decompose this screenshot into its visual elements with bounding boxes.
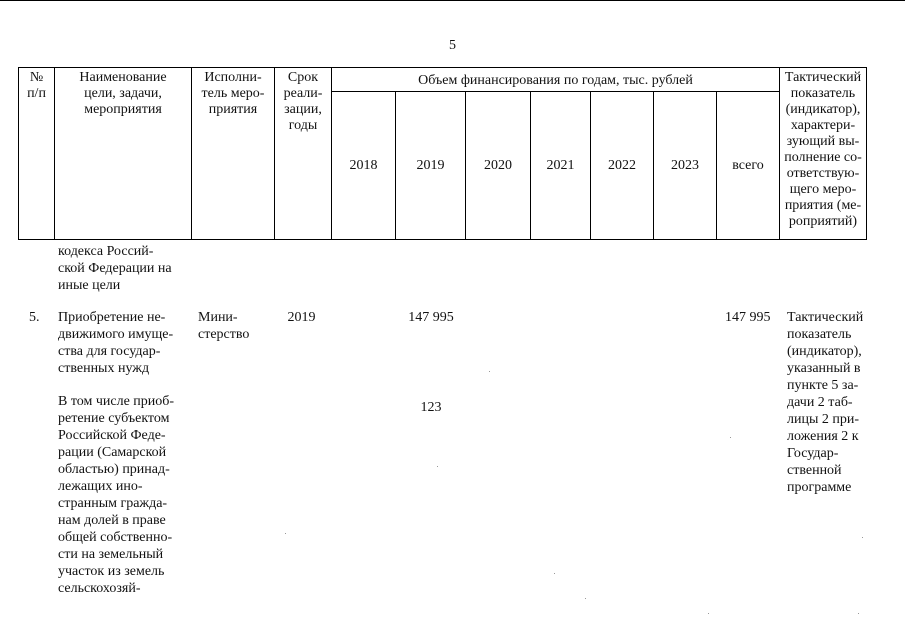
carryover-text: кодекса Россий- ской Федерации на иные цели	[58, 244, 172, 293]
year-2021-header: 2021	[531, 92, 591, 240]
scan-speck	[708, 613, 709, 614]
col-executor-header: Исполни- тель меро- приятия	[192, 68, 275, 240]
page-number: 5	[449, 38, 456, 53]
row-amount-total: 147 995	[725, 310, 771, 325]
row-subitem-name: В том числе приоб- ретение субъектом Российской Феде- рации (Самарской областью) принад- лежащих ино- странным гражда- нам долей в праве общей собственно- сти на земельный участок из земель сельскохозяй-	[58, 394, 175, 596]
row-indicator: Тактический показатель (индикатор), указанный в пункте 5 за- дачи 2 таб- лицы 2 при- ложения 2 к Государ- ственной программе	[787, 310, 864, 495]
year-2022-header: 2022	[591, 92, 654, 240]
scan-speck	[585, 598, 586, 599]
page-top-edge	[0, 0, 905, 1]
scan-speck	[862, 537, 863, 538]
year-2020-header: 2020	[466, 92, 531, 240]
row-number: 5.	[29, 310, 40, 325]
scan-speck	[285, 533, 286, 534]
table-header	[18, 67, 867, 240]
total-header: всего	[717, 92, 780, 240]
col-financing-header: Объем финансирования по годам, тыс. рублей	[332, 68, 780, 92]
col-number-header: № п/п	[19, 68, 55, 240]
row-amount-2019: 147 995	[408, 310, 454, 325]
col-indicator-header: Тактический показатель (индикатор), характери- зующий вы- полнение со- ответствую- щего меро- приятия (ме- роприятий)	[780, 68, 867, 240]
row-term: 2019	[287, 310, 316, 325]
scan-speck	[554, 573, 555, 574]
scan-speck	[730, 437, 731, 438]
col-term-header: Срок реали- зации, годы	[275, 68, 332, 240]
scan-speck	[858, 613, 859, 614]
year-2018-header: 2018	[332, 92, 396, 240]
col-name-header: Наименование цели, задачи, мероприятия	[55, 68, 192, 240]
scan-speck	[437, 466, 438, 467]
scan-speck	[489, 371, 490, 372]
row-executor: Мини- стерство	[198, 310, 250, 342]
row-name: Приобретение не- движимого имуще- ства для государ- ственных нужд	[58, 310, 174, 376]
row-subitem-amount-2019: 123	[420, 400, 442, 415]
year-2019-header: 2019	[396, 92, 466, 240]
year-2023-header: 2023	[654, 92, 717, 240]
